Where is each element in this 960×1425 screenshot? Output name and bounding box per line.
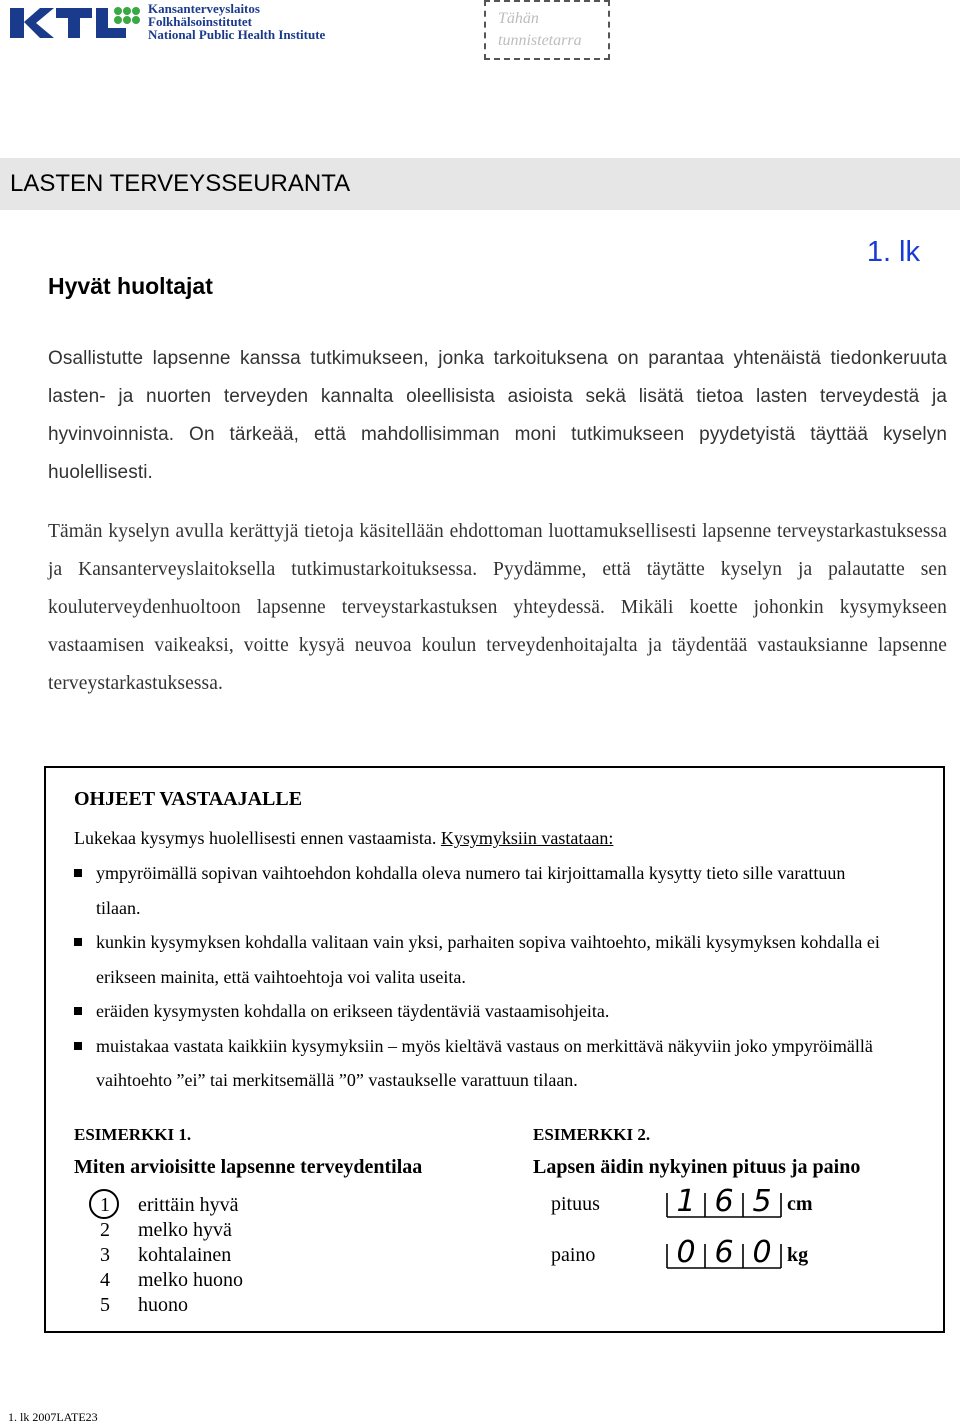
instructions-title: OHJEET VASTAAJALLE bbox=[74, 788, 303, 810]
weight-digit: 6 bbox=[714, 1236, 734, 1270]
logo-line-3: National Public Health Institute bbox=[148, 27, 326, 42]
option-label: melko hyvä bbox=[138, 1219, 232, 1241]
example-1-question: Miten arvioisitte lapsenne terveydentilaa bbox=[74, 1156, 423, 1178]
weight-digit-boxes bbox=[666, 1236, 784, 1270]
option-label: kohtalainen bbox=[138, 1244, 232, 1266]
height-label: pituus bbox=[551, 1193, 600, 1215]
intro-paragraph-1: Osallistutte lapsenne kanssa tutkimukseen, jonka tarkoituksena on parantaa yhtenäistä tiedonkeruuta lasten- ja nuorten terveyden kannalta oleellisista asioista sekä lisätä tietoa lasten terveydestä ja hyvinvoinnista. On tärkeää, että mahdollisimman moni tutkimukseen pyydetyistä täyttää kyselyn huolellisesti. bbox=[48, 348, 947, 483]
option-number: 4 bbox=[100, 1269, 110, 1291]
instruction-item: kunkin kysymyksen kohdalla valitaan vain yksi, parhaiten sopiva vaihtoehto, mikäli kysymyksen kohdalla ei erikseen mainita, että vaihtoehtoja voi valita useita. bbox=[74, 925, 894, 994]
option-number: 5 bbox=[100, 1294, 110, 1316]
example-2-label: ESIMERKKI 2. bbox=[533, 1125, 651, 1144]
intro-paragraph-2: Tämän kyselyn avulla kerättyjä tietoja käsitellään ehdottoman luottamuksellisesti lapsenne terveystarkastuksessa ja Kansanterveyslaitoksella tutkimustarkoituksessa. Pyydämme, että täytätte kyselyn ja palautatte sen kouluterveydenhuoltoon lapsenne terveystarkastuksen yhteydessä. Mikäli koette johonkin kysymykseen vastaamisen vaikeaksi, voitte kysyä neuvoa koulun terveydenhoitajalta ja täydentää vastauksianne lapsenne terveystarkastuksessa. bbox=[48, 521, 947, 694]
greeting: Hyvät huoltajat bbox=[48, 273, 213, 299]
weight-label: paino bbox=[551, 1244, 596, 1266]
weight-digit: 0 bbox=[676, 1236, 696, 1270]
instructions-intro-underlined: Kysymyksiin vastataan: bbox=[440, 828, 614, 848]
example-2-question: Lapsen äidin nykyinen pituus ja paino bbox=[533, 1156, 861, 1178]
example-1-label: ESIMERKKI 1. bbox=[74, 1125, 192, 1144]
weight-digit: 0 bbox=[752, 1236, 772, 1270]
weight-field bbox=[551, 1236, 851, 1274]
footer-code: 1. lk 2007LATE23 bbox=[8, 1410, 98, 1424]
height-unit: cm bbox=[787, 1193, 813, 1215]
option-label: huono bbox=[138, 1294, 188, 1316]
instructions-list bbox=[74, 856, 894, 1098]
height-digit-boxes bbox=[666, 1185, 784, 1219]
instructions-intro bbox=[74, 825, 613, 851]
option-label: melko huono bbox=[138, 1269, 243, 1291]
option-number: 3 bbox=[100, 1244, 110, 1266]
height-field bbox=[551, 1185, 851, 1223]
page-title: LASTEN TERVEYSSEURANTA bbox=[10, 170, 351, 197]
grade-label: 1. lk bbox=[866, 236, 920, 268]
option-number: 2 bbox=[100, 1219, 110, 1241]
logo-text bbox=[148, 2, 325, 41]
instruction-item: eräiden kysymysten kohdalla on erikseen täydentäviä vastaamisohjeita. bbox=[74, 994, 894, 1029]
instruction-item: ympyröimällä sopivan vaihtoehdon kohdalla oleva numero tai kirjoittamalla kysytty tieto sille varattuun tilaan. bbox=[74, 856, 894, 925]
logo-line-1: Kansanterveyslaitos bbox=[148, 1, 260, 16]
height-digit: 1 bbox=[676, 1185, 696, 1219]
instruction-item: muistakaa vastata kaikkiin kysymyksiin – myös kieltävä vastaus on merkittävä näkyviin joko ympyröimällä vaihtoehto ”ei” tai merkitsemällä ”0” vastaukselle varattuun tilaan. bbox=[74, 1029, 894, 1098]
weight-unit: kg bbox=[787, 1244, 809, 1266]
height-digit: 5 bbox=[752, 1185, 772, 1219]
sticker-placeholder: Tähän tunnistetarra bbox=[484, 0, 610, 60]
instructions-intro-text: Lukekaa kysymys huolellisesti ennen vastaamista. bbox=[74, 828, 437, 848]
height-digit: 6 bbox=[714, 1185, 734, 1219]
logo-line-2: Folkhälsoinstitutet bbox=[148, 14, 253, 29]
option-number: 1 bbox=[100, 1194, 110, 1216]
option-label: erittäin hyvä bbox=[138, 1194, 239, 1216]
